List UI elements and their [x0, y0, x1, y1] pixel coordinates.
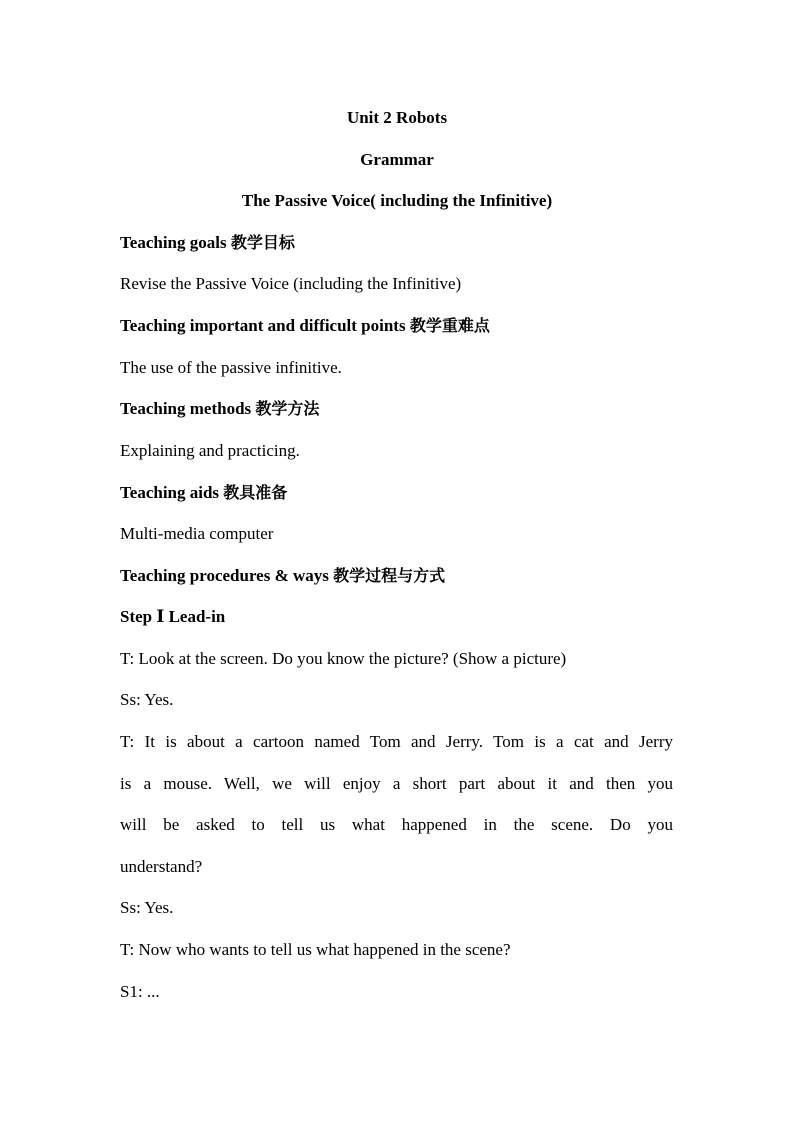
- aids-heading: [120, 483, 673, 503]
- methods-label-cn: 教学方法: [255, 399, 320, 418]
- dialog-line: S1: ...: [120, 982, 160, 1001]
- points-label-cn: 教学重难点: [409, 316, 490, 335]
- goals-heading: [120, 233, 673, 253]
- section-subtitle: Grammar: [360, 150, 434, 169]
- aids-label: Teaching aids: [120, 483, 224, 502]
- dialog-line: T: Look at the screen. Do you know the picture? (Show a picture): [120, 649, 567, 668]
- methods-heading: [120, 399, 673, 419]
- dialog-line: Ss: Yes.: [120, 898, 174, 917]
- points-label: Teaching important and difficult points: [120, 316, 410, 335]
- aids-label-cn: 教具准备: [223, 483, 288, 502]
- dialog-line: is a mouse. Well, we will enjoy a short part about it and then you: [120, 774, 673, 793]
- methods-label: Teaching methods: [120, 399, 256, 418]
- methods-text: Explaining and practicing.: [120, 441, 300, 460]
- goals-text: Revise the Passive Voice (including the Infinitive): [120, 274, 462, 293]
- goals-label-cn: 教学目标: [230, 233, 295, 252]
- dialog-line: T: Now who wants to tell us what happened in the scene?: [120, 940, 511, 959]
- dialog-line: Ss: Yes.: [120, 690, 174, 709]
- dialog-line: understand?: [120, 857, 203, 876]
- points-heading: [120, 316, 673, 336]
- unit-title: Unit 2 Robots: [346, 108, 448, 127]
- dialog-line: will be asked to tell us what happened in the scene. Do you: [120, 815, 673, 834]
- procedures-label: Teaching procedures & ways: [120, 566, 334, 585]
- goals-label: Teaching goals: [120, 233, 231, 252]
- procedures-label-cn: 教学过程与方式: [333, 566, 446, 585]
- dialog-line: T: It is about a cartoon named Tom and Jerry. Tom is a cat and Jerry: [120, 732, 673, 751]
- topic-heading: The Passive Voice( including the Infinitive): [241, 191, 553, 210]
- aids-text: Multi-media computer: [120, 524, 274, 543]
- points-text: The use of the passive infinitive.: [120, 358, 342, 377]
- procedures-heading: [120, 566, 673, 586]
- step-heading: Step Ⅰ Lead-in: [120, 607, 226, 626]
